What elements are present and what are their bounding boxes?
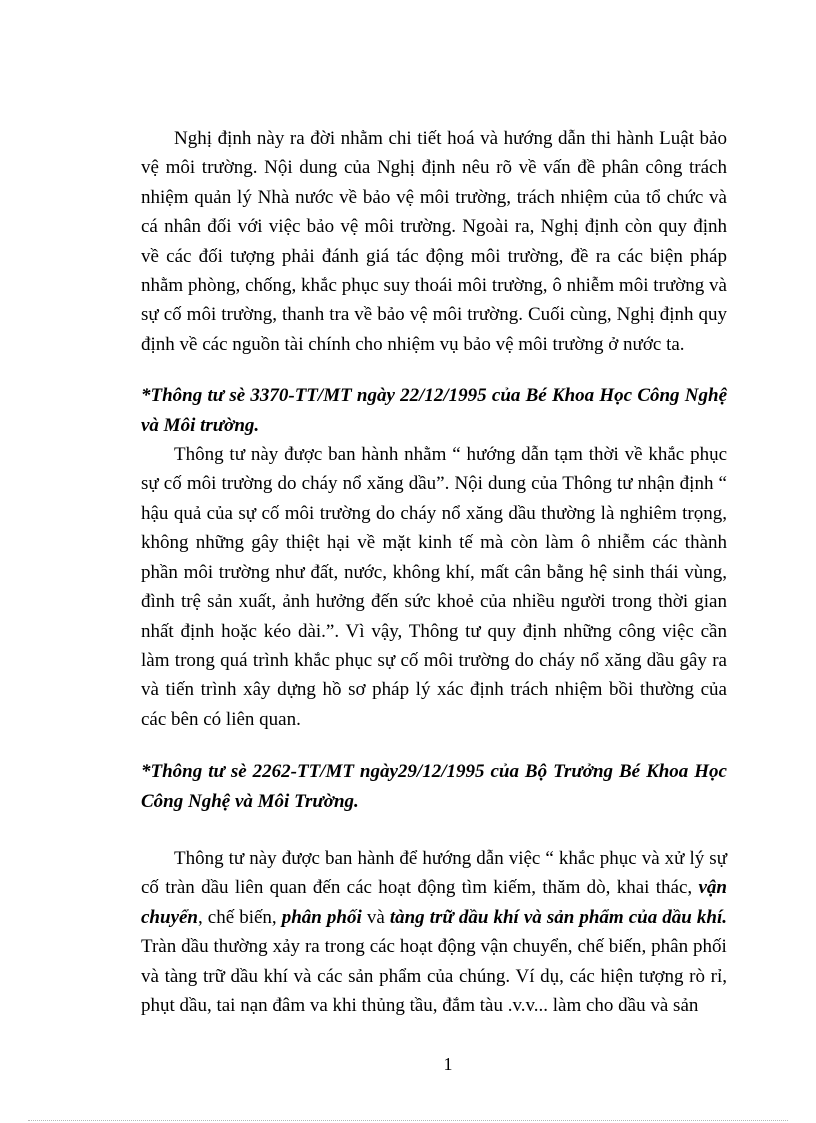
paragraph-3-text-3: và	[361, 906, 390, 928]
paragraph-2: Thông tư này được ban hành nhằm “ hướng dẫn tạm thời về khắc phục sự cố môi trường do cháy nổ xăng dầu”. Nội dung của Thông tư nhận định “ hậu quả của sự cố môi trường do cháy nổ xăng dầu thường là nghiêm trọng, không những gây thiệt hại về mặt kinh tế mà còn làm ô nhiễm các thành phần môi trường như đất, nước, không khí, mất cân bằng hệ sinh thái vùng, đình trệ sản xuất, ảnh hưởng đến sức khoẻ của nhiều người trong thời gian nhất định hoặc kéo dài.”. Vì vậy, Thông tư quy định những công việc cần làm trong quá trình khắc phục sự cố môi trường do cháy nổ xăng dầu gây ra và tiến trình xây dựng hồ sơ pháp lý xác định trách nhiệm bồi thường của các bên có liên quan.	[141, 444, 727, 730]
page-number: 1	[443, 1054, 453, 1074]
paragraph-3-text-1: Thông tư này được ban hành để hướng dẫn việc “ khắc phục và xử lý sự cố tràn dầu liên quan đến các hoạt động tìm kiếm, thăm dò, khai thác,	[141, 847, 727, 899]
paragraph-3-emphasis-storage: tàng trữ dầu khí và sản phẩm của dầu khí.	[389, 906, 728, 928]
footer-dotted-rule	[28, 1120, 788, 1121]
paragraph-3-text-4: Tràn dầu thường xảy ra trong các hoạt động vận chuyển, chế biến, phân phối và tàng trữ dầu khí và các sản phẩm của chúng. Ví dụ, các hiện tượng rò rỉ, phụt dầu, tai nạn đâm va khi thủng tầu, đắm tàu .v.v... làm cho dầu và sản	[141, 936, 727, 1016]
paragraph-3-text-2: , chế biến,	[198, 906, 282, 928]
heading-circular-2262: *Thông tư sè 2262-TT/MT ngày29/12/1995 của Bộ Trưởng Bé Khoa Học Công Nghệ và Môi Trường.	[141, 761, 727, 812]
paragraph-1: Nghị định này ra đời nhằm chi tiết hoá và hướng dẫn thi hành Luật bảo vệ môi trường. Nội dung của Nghị định nêu rõ về vấn đề phân công trách nhiệm quản lý Nhà nước về bảo vệ môi trường, trách nhiệm của tổ chức và cá nhân đối với việc bảo vệ môi trường. Ngoài ra, Nghị định còn quy định về các đối tượng phải đánh giá tác động môi trường, đề ra các biện pháp nhằm phòng, chống, khắc phục suy thoái môi trường, ô nhiễm môi trường và sự cố môi trường, thanh tra về bảo vệ môi trường. Cuối cùng, Nghị định quy định về các nguồn tài chính cho nhiệm vụ bảo vệ môi trường ở nước ta.	[141, 128, 727, 355]
heading-circular-3370: *Thông tư sè 3370-TT/MT ngày 22/12/1995 của Bé Khoa Học Công Nghệ và Môi trường.	[141, 385, 727, 436]
paragraph-3-emphasis-distribution: phân phối	[281, 906, 362, 928]
paragraph-3-emphasis-transport: vận chuyển	[141, 877, 727, 928]
document-page	[141, 124, 727, 1020]
paragraph-3	[141, 844, 727, 1020]
